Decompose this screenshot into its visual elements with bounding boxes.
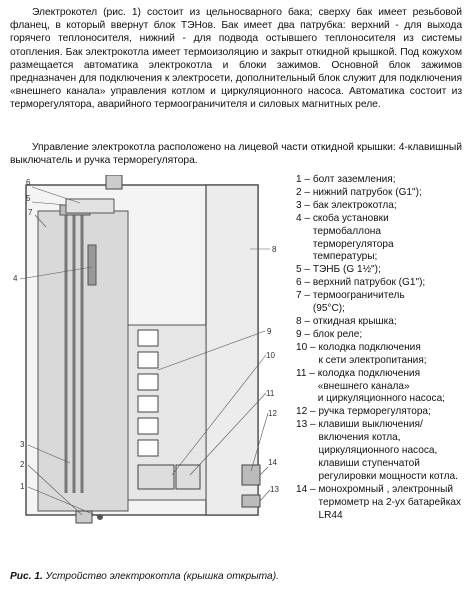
figure-label-12: 12 — [268, 409, 277, 418]
boiler-drawing — [10, 175, 300, 565]
legend-item: 5 – ТЭНБ (G 1½"); — [296, 264, 381, 276]
figure-label-13: 13 — [270, 485, 279, 494]
figure-label-9: 9 — [267, 327, 272, 336]
switch-keys — [242, 495, 260, 507]
legend-item: 8 – откидная крышка; — [296, 315, 397, 327]
legend-item: 2 – нижний патрубок (G1"); — [296, 186, 422, 198]
caption-prefix: Рис. 1. — [10, 571, 43, 582]
thermo-bulb-bracket — [88, 245, 96, 285]
intro-paragraph: Электрокотел (рис. 1) состоит из цельносварного бака; сверху бак имеет резьбовой фланец, в который ввернут блок ТЭНов. Бак имеет два патрубка: верхний - для выхода горячего теплоносителя, нижний - для подвода остывшего теплоносителя из системы отопления. Бак электрокотла имеет термоизоляцию и закрыт откидной крышкой. Под кожухом размещается автоматика электрокотла и блоки зажимов. Основной блок зажимов предназначен для подключения к электросети, дополнительный блок служит для подключения «внешнего канала» управления котлом и циркуляционного насоса. Автоматика состоит из терморегулятора, аварийного термоограничителя и силовых магнитных реле. — [10, 7, 462, 111]
caption-text: Устройство электрокотла (крышка открыта). — [42, 571, 279, 582]
control-paragraph: Управление электрокотла расположено на лицевой части откидной крышки: 4-клавишный выключатель и ручка терморегулятора. — [10, 142, 462, 167]
figure-label-6: 6 — [26, 178, 31, 187]
legend-item: 12 – ручка терморегулятора; — [296, 406, 431, 418]
upper-pipe — [106, 175, 122, 189]
thermostat-knob — [242, 465, 260, 485]
figure-label-14: 14 — [268, 458, 277, 467]
figure-caption — [10, 571, 279, 582]
legend-item: 1 – болт заземления; — [296, 174, 396, 185]
legend-item: 13 – клавиши выключения/ включения котла, циркуляционного насоса, клавиши ступенчатой регулировки мощности котла. — [296, 419, 458, 482]
figure-label-3: 3 — [20, 440, 25, 449]
figure-label-10: 10 — [266, 351, 275, 360]
figure-label-7: 7 — [28, 208, 33, 217]
power-terminal-block — [138, 465, 174, 489]
figure-label-2: 2 — [20, 460, 25, 469]
figure-label-5: 5 — [26, 194, 31, 203]
figure-label-1: 1 — [20, 482, 25, 491]
legend-item: 10 – колодка подключения к сети электропитания; — [296, 341, 427, 366]
legend-item: 9 – блок реле; — [296, 328, 363, 340]
figure-label-11: 11 — [266, 389, 275, 398]
external-terminal-block — [176, 465, 200, 489]
flange-block — [66, 199, 114, 213]
legend-item: 7 – термоограничитель (95°С); — [296, 290, 405, 315]
legend-item: 11 – колодка подключения «внешнего канала» и циркуляционного насоса; — [296, 367, 445, 405]
parts-legend — [296, 174, 466, 522]
boiler-diagram — [10, 175, 300, 565]
legend-item: 14 – монохромный , электронный термометр на 2-ух батарейках LR44 — [296, 483, 462, 521]
legend-item: 4 – скоба установки термобаллона терморегулятора температуры; — [296, 212, 394, 263]
figure-label-4: 4 — [13, 274, 18, 283]
legend-item: 3 – бак электрокотла; — [296, 199, 397, 211]
figure-label-8: 8 — [272, 245, 277, 254]
legend-item: 6 – верхний патрубок (G1"); — [296, 277, 426, 289]
